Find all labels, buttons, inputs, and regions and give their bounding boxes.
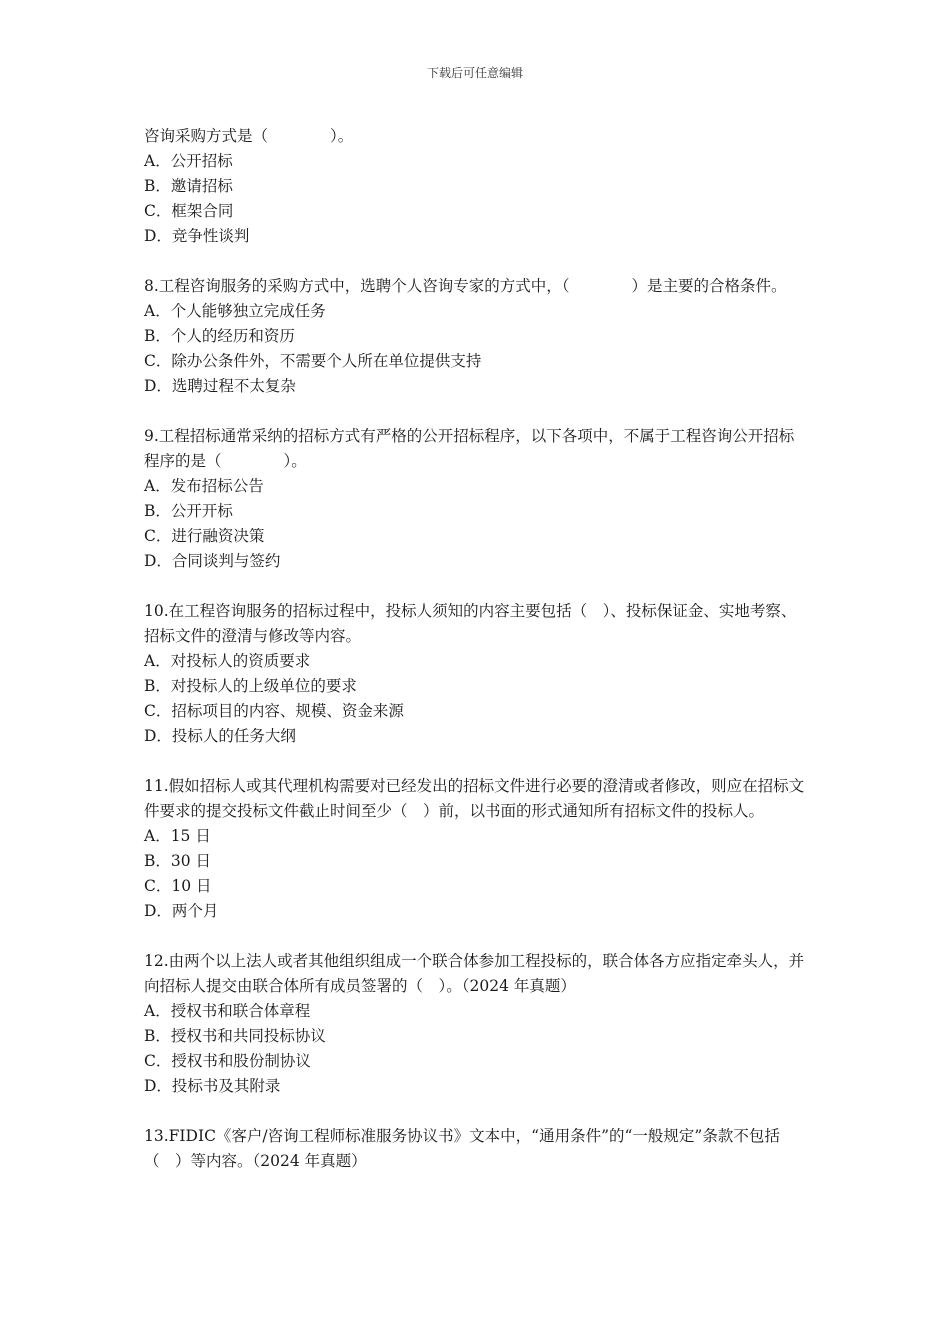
question-12 <box>144 949 808 1099</box>
question-stem: 咨询采购方式是（ ）。 <box>144 127 354 145</box>
option-c: C．授权书和股份制协议 <box>144 1052 311 1070</box>
question-8 <box>144 274 808 399</box>
question-stem: 10.在工程咨询服务的招标过程中，投标人须知的内容主要包括（ ）、投标保证金、实地考察、招标文件的澄清与修改等内容。 <box>144 602 797 645</box>
option-a: A．对投标人的资质要求 <box>144 652 311 670</box>
question-11 <box>144 774 808 924</box>
option-c: C．10 日 <box>144 877 212 895</box>
option-d: D．选聘过程不太复杂 <box>144 377 296 395</box>
option-b: B．个人的经历和资历 <box>144 327 295 345</box>
option-a: A．发布招标公告 <box>144 477 264 495</box>
option-b: B．公开开标 <box>144 502 233 520</box>
question-intro <box>144 124 808 249</box>
question-stem: 13.FIDIC《客户/咨询工程师标准服务协议书》文本中，“通用条件”的“一般规定”条款不包括（ ）等内容。（2024 年真题） <box>144 1127 780 1170</box>
question-stem: 11.假如招标人或其代理机构需要对已经发出的招标文件进行必要的澄清或者修改，则应在招标文件要求的提交投标文件截止时间至少（ ）前，以书面的形式通知所有招标文件的投标人。 <box>144 777 805 820</box>
option-d: D．竞争性谈判 <box>144 227 250 245</box>
option-d: D．合同谈判与签约 <box>144 552 281 570</box>
option-c: C．除办公条件外，不需要个人所在单位提供支持 <box>144 352 482 370</box>
option-b: B．授权书和共同投标协议 <box>144 1027 326 1045</box>
option-c: C．进行融资决策 <box>144 527 265 545</box>
question-stem: 9.工程招标通常采纳的招标方式有严格的公开招标程序，以下各项中，不属于工程咨询公开招标程序的是（ ）。 <box>144 427 795 470</box>
option-c: C．招标项目的内容、规模、资金来源 <box>144 702 404 720</box>
option-a: A．公开招标 <box>144 152 233 170</box>
option-b: B．对投标人的上级单位的要求 <box>144 677 357 695</box>
document-body <box>144 124 808 1199</box>
question-13 <box>144 1124 808 1174</box>
option-c: C．框架合同 <box>144 202 234 220</box>
question-stem: 12.由两个以上法人或者其他组织组成一个联合体参加工程投标的，联合体各方应指定牵头人，并向招标人提交由联合体所有成员签署的（ ）。（2024 年真题） <box>144 952 805 995</box>
page-header: 下载后可任意编辑 <box>426 66 523 80</box>
option-a: A．15 日 <box>144 827 211 845</box>
option-d: D．投标书及其附录 <box>144 1077 281 1095</box>
option-b: B．邀请招标 <box>144 177 233 195</box>
question-10 <box>144 599 808 749</box>
option-d: D．投标人的任务大纲 <box>144 727 296 745</box>
question-stem: 8.工程咨询服务的采购方式中，选聘个人咨询专家的方式中，（ ）是主要的合格条件。 <box>144 277 787 295</box>
question-9 <box>144 424 808 574</box>
option-a: A．个人能够独立完成任务 <box>144 302 326 320</box>
option-d: D．两个月 <box>144 902 219 920</box>
option-b: B．30 日 <box>144 852 212 870</box>
option-a: A．授权书和联合体章程 <box>144 1002 311 1020</box>
